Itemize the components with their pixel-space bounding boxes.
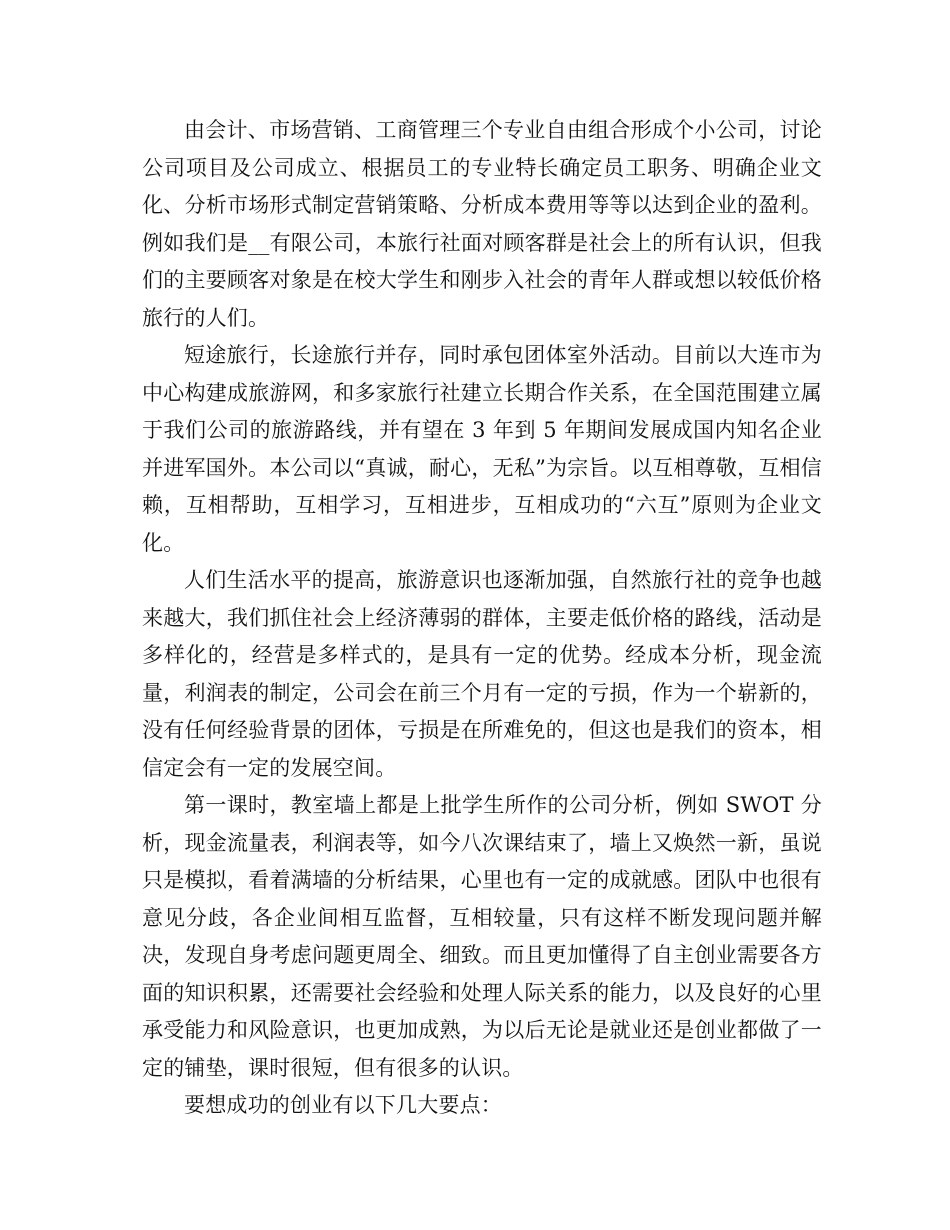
paragraph-5: 要想成功的创业有以下几大要点：	[184, 1093, 502, 1117]
paragraph-3: 人们生活水平的提高，旅游意识也逐渐加强，自然旅行社的竞争也越来越大，我们抓住社会上经济薄弱的群体，主要走低价格的路线，活动是多样化的，经营是多样式的，是具有一定的优势。经成本分析，现金流量，利润表的制定，公司会在前三个月有一定的亏损，作为一个崭新的，没有任何经验背景的团体，亏损是在所难免的，但这也是我们的资本，相信定会有一定的发展空间。	[142, 568, 822, 780]
paragraph-2: 短途旅行，长途旅行并存，同时承包团体室外活动。目前以大连市为中心构建成旅游网，和多家旅行社建立长期合作关系，在全国范围建立属于我们公司的旅游路线，并有望在 3 年到 5 年期间发展成国内知名企业并进军国外。本公司以“真诚，耐心，无私”为宗旨。以互相尊敬，互相信赖，互相帮助，互相学习，互相进步，互相成功的“六互”原则为企业文化。	[142, 343, 822, 555]
paragraph-1: 由会计、市场营销、工商管理三个专业自由组合形成个小公司，讨论公司项目及公司成立、根据员工的专业特长确定员工职务、明确企业文化、分析市场形式制定营销策略、分析成本费用等等以达到企业的盈利。例如我们是__有限公司，本旅行社面对顾客群是社会上的所有认识，但我们的主要顾客对象是在校大学生和刚步入社会的青年人群或想以较低价格旅行的人们。	[142, 118, 822, 330]
paragraph-4: 第一课时，教室墙上都是上批学生所作的公司分析，例如 SWOT 分析，现金流量表，利润表等，如今八次课结束了，墙上又焕然一新，虽说只是模拟，看着满墙的分析结果，心里也有一定的成就感。团队中也很有意见分歧，各企业间相互监督，互相较量，只有这样不断发现问题并解决，发现自身考虑问题更周全、细致。而且更加懂得了自主创业需要各方面的知识积累，还需要社会经验和处理人际关系的能力，以及良好的心里承受能力和风险意识，也更加成熟，为以后无论是就业还是创业都做了一定的铺垫，课时很短，但有很多的认识。	[142, 793, 822, 1080]
document-body	[142, 112, 822, 1125]
